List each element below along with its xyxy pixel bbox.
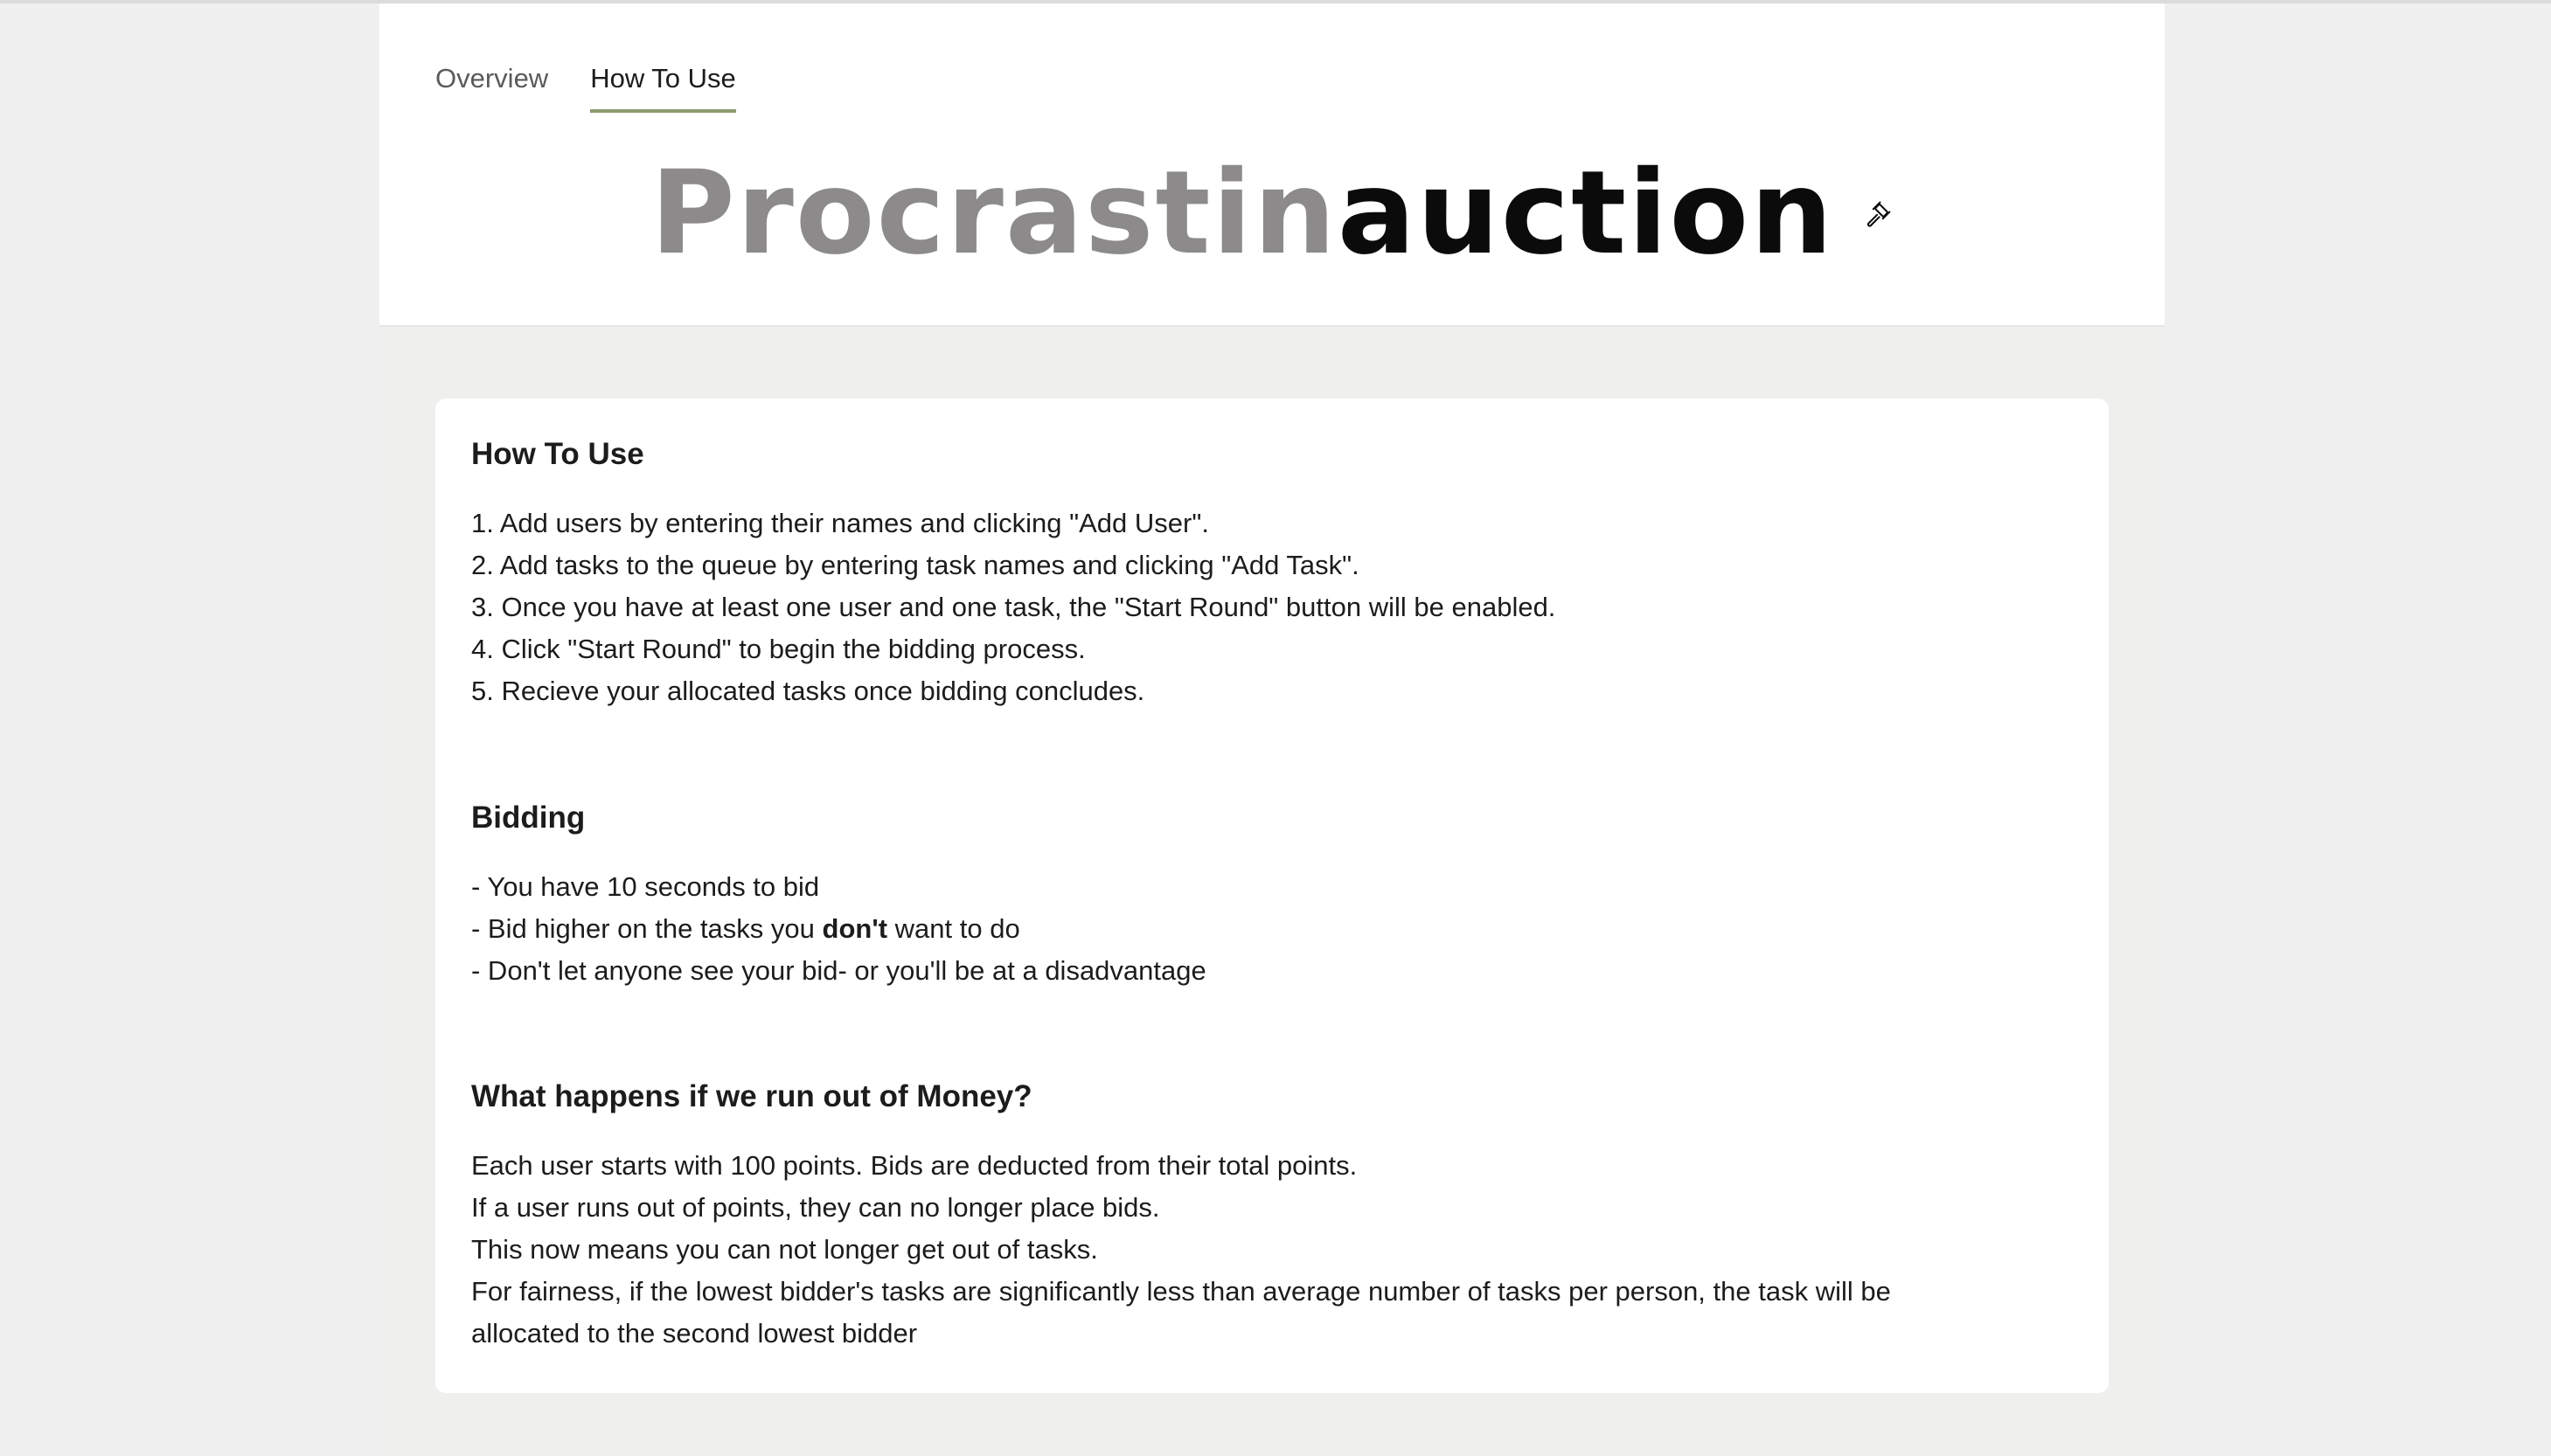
- tab-how-to-use[interactable]: How To Use: [590, 65, 736, 113]
- list-item: 5. Recieve your allocated tasks once bidding concludes.: [471, 676, 1145, 706]
- instructions-content: [471, 439, 2071, 1355]
- gavel-icon: [1866, 156, 1892, 271]
- steps-list: [471, 503, 2071, 712]
- list-item: 2. Add tasks to the queue by entering task names and clicking "Add Task".: [471, 550, 1359, 580]
- list-item: This now means you can not longer get out of tasks.: [471, 1234, 1098, 1265]
- list-item: - You have 10 seconds to bid: [471, 871, 820, 902]
- list-item: For fairness, if the lowest bidder's tasks are significantly less than average number of tasks per person, the task will be: [471, 1276, 1891, 1307]
- header: [379, 3, 2165, 327]
- section-title-how-to-use: How To Use: [471, 437, 644, 471]
- app-logo: [650, 148, 1892, 279]
- tab-bar: [435, 65, 736, 113]
- list-item: 4. Click "Start Round" to begin the bidding process.: [471, 634, 1086, 664]
- app-column: [379, 3, 2165, 1456]
- bidding-list: [471, 866, 2071, 992]
- instructions-card: [435, 399, 2109, 1393]
- list-item: [471, 908, 2071, 950]
- logo-wordmark: [650, 146, 1835, 281]
- section-title-money: What happens if we run out of Money?: [471, 1079, 1032, 1113]
- list-item: allocated to the second lowest bidder: [471, 1318, 918, 1349]
- logo-part-auction: auction: [1337, 146, 1835, 281]
- money-list: [471, 1145, 2071, 1355]
- list-item: - Don't let anyone see your bid- or you'll be at a disadvantage: [471, 955, 1206, 986]
- bidding-emphasis: don't: [822, 913, 888, 944]
- list-item: 3. Once you have at least one user and one task, the "Start Round" button will be enabled.: [471, 592, 1556, 622]
- bidding-text: want to do: [887, 913, 1020, 944]
- bidding-text: - Bid higher on the tasks you: [471, 913, 823, 944]
- tab-overview[interactable]: Overview: [435, 63, 549, 94]
- section-title-bidding: Bidding: [471, 801, 586, 835]
- list-item: If a user runs out of points, they can no longer place bids.: [471, 1192, 1160, 1223]
- list-item: Each user starts with 100 points. Bids are deducted from their total points.: [471, 1150, 1358, 1181]
- list-item: 1. Add users by entering their names and clicking "Add User".: [471, 508, 1209, 538]
- logo-part-procrastin: Procrastin: [650, 146, 1338, 281]
